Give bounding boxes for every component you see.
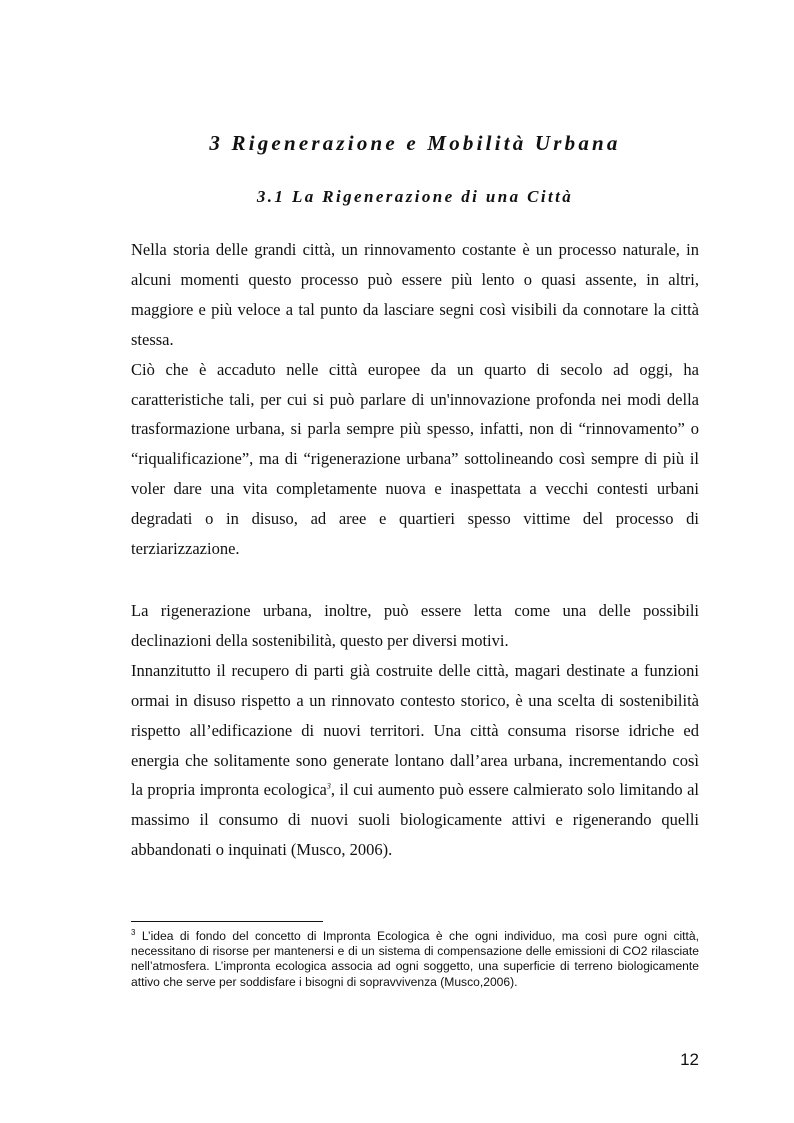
paragraph-4-part-1: Innanzitutto il recupero di parti già costruite delle città, magari destinate a funzioni ormai in disuso rispetto a un rinnovato contesto storico, è una scelta di sostenibilità rispetto all’edificazione di nuovi territori. Una città consuma risorse idriche ed energia che solitamente sono generate lontano dall’area urbana, incrementando così la propria impronta ecologica [131, 660, 699, 800]
section-title: 3.1 La Rigenerazione di una Città [256, 187, 574, 206]
chapter-title: 3 Rigenerazione e Mobilità Urbana [209, 131, 621, 155]
footnote-marker: 3 [131, 927, 136, 937]
paragraph-4 [131, 656, 699, 865]
body-block-1 [131, 235, 699, 564]
paragraph-1: Nella storia delle grandi città, un rinnovamento costante è un processo naturale, in alcuni momenti questo processo può essere più lento o quasi assente, in altri, maggiore e più veloce a tal punto da lasciare segni così visibili da connotare la città stessa. [131, 240, 699, 349]
body-block-2 [131, 596, 699, 865]
footnote [131, 929, 699, 990]
paragraph-4-part-2: , il cui aumento può essere calmierato solo limitando al massimo il consumo di nuovi suoli biologicamente attivi e rigenerando quelli abbandonati o inquinati (Musco, 2006). [131, 780, 700, 860]
footnote-text: L’idea di fondo del concetto di Impronta Ecologica è che ogni individuo, ma così pure ogni città, necessitano di risorse per mantenersi e di un sistema di compensazione delle emissioni di CO2 rilasciate nell’atmosfera. L’impronta ecologica associa ad ogni soggetto, una superficie di terreno biologicamente attivo che serve per soddisfare i bisogni di sopravvivenza (Musco,2006). [131, 929, 699, 989]
paragraph-3: La rigenerazione urbana, inoltre, può essere letta come una delle possibili declinazioni della sostenibilità, questo per diversi motivi. [131, 601, 699, 650]
footnote-divider [131, 921, 323, 922]
page-number: 12 [680, 1050, 699, 1069]
footnote-reference: 3 [326, 781, 331, 791]
paragraph-2: Ciò che è accaduto nelle città europee da un quarto di secolo ad oggi, ha caratteristiche tali, per cui si può parlare di un'innovazione profonda nei modi della trasformazione urbana, si parla sempre più spesso, infatti, non di “rinnovamento” o “riqualificazione”, ma di “rigenerazione urbana” sottolineando così sempre di più il voler dare una vita completamente nuova e inaspettata a vecchi contesti urbani degradati o in disuso, ad aree e quartieri spesso vittime del processo di terziarizzazione. [131, 359, 699, 559]
